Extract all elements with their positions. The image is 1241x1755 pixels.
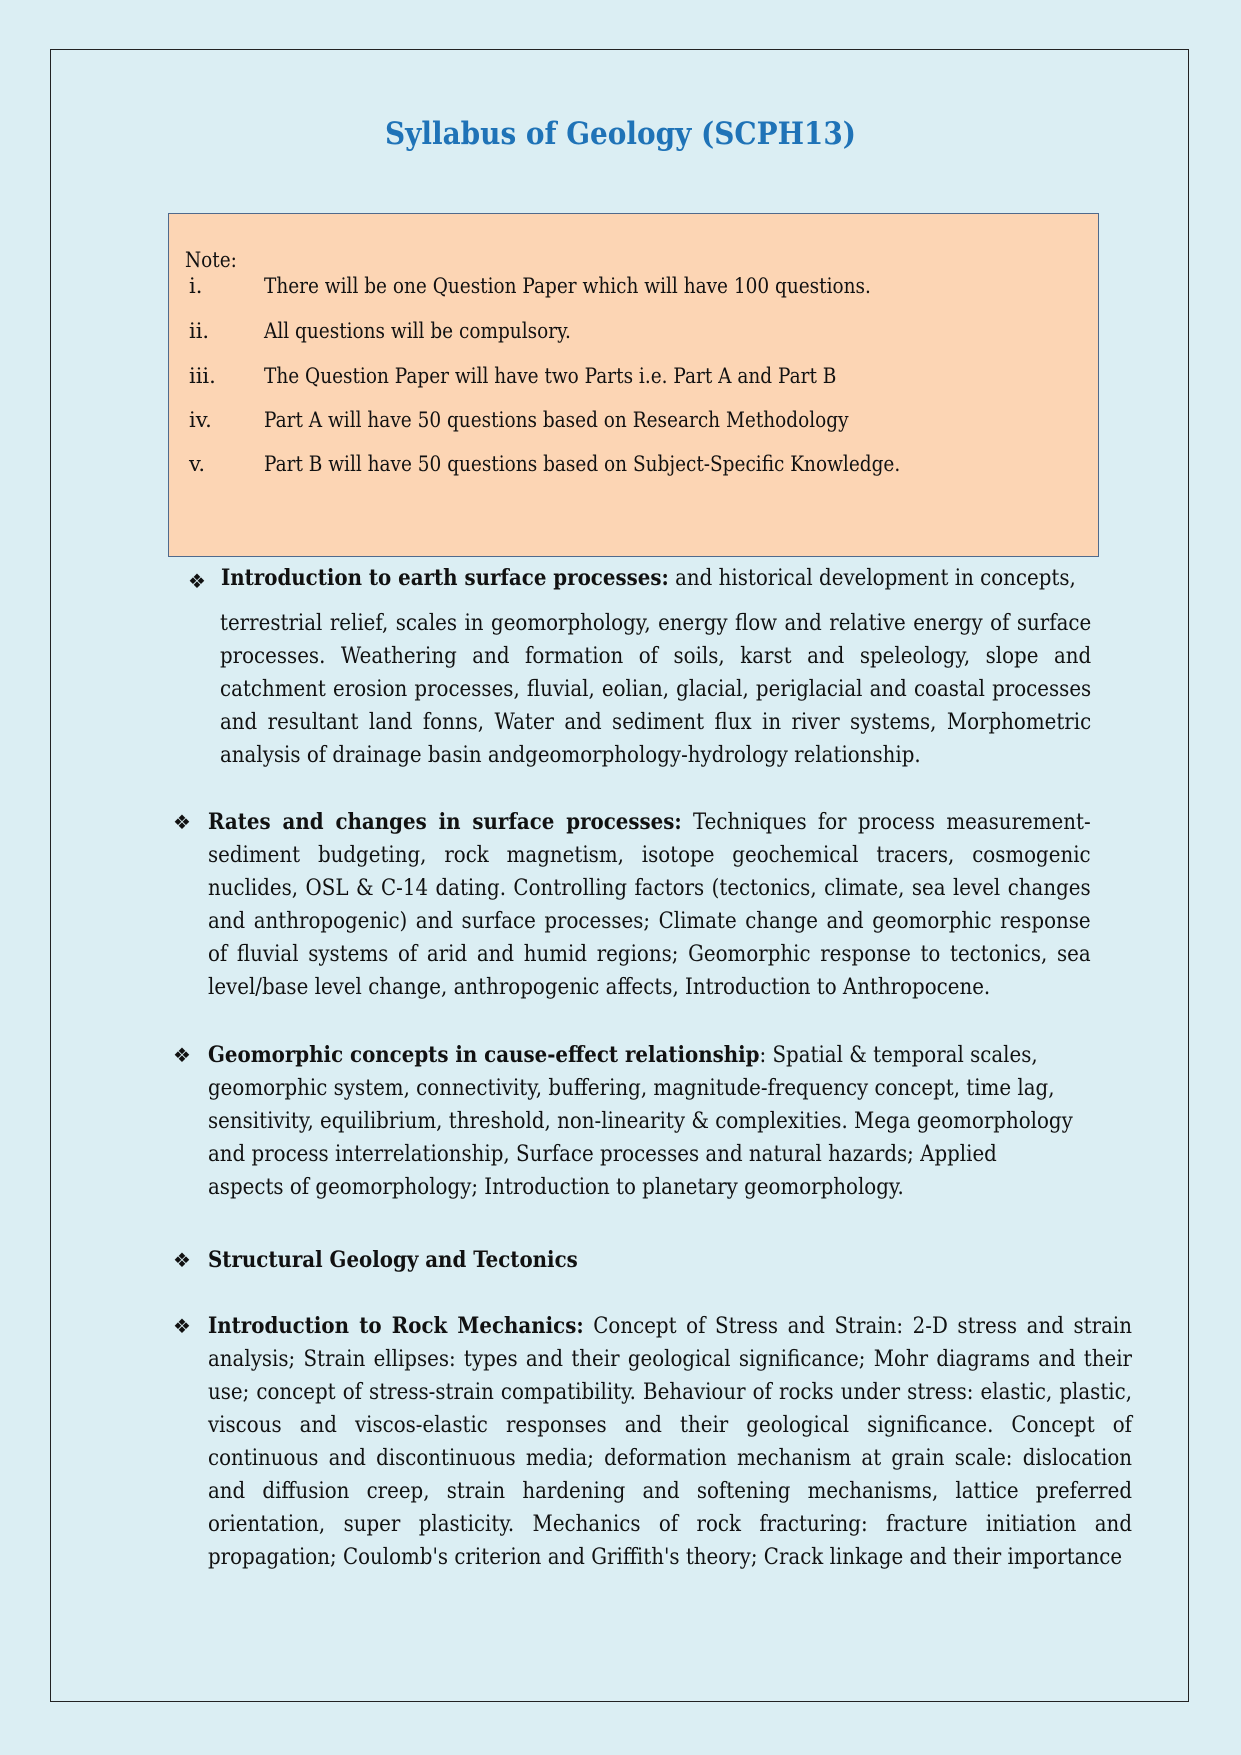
section-heading: Rates and changes in surface processes: xyxy=(208,809,682,835)
section-body xyxy=(220,607,1210,772)
section-first-line xyxy=(221,565,1076,591)
note-text: Part A will have 50 questions based on Research Methodology xyxy=(264,408,849,432)
section-body xyxy=(208,1244,1008,1277)
section-body xyxy=(208,1039,1193,1204)
note-number: iii. xyxy=(189,364,216,388)
note-text: All questions will be compulsory. xyxy=(264,319,571,343)
note-text: There will be one Question Paper which will have 100 questions. xyxy=(264,274,871,298)
section-text xyxy=(208,806,1091,1004)
section-text xyxy=(208,1244,912,1277)
note-label: Note: xyxy=(185,248,237,272)
note-text: The Question Paper will have two Parts i.e. Part A and Part B xyxy=(264,364,837,388)
section-content: Concept of Stress and Strain: 2-D stress and strain analysis; Strain ellipses: types and their geological significance; Mohr diagrams and their use; concept of stress-strain compatibility. Behaviour of rocks under stress: elastic, plastic, viscous and viscos-elastic responses and their geological significance. Concept of continuous and discontinuous media; deformation mechanism at grain scale: dislocation and diffusion creep, strain hardening and softening mechanisms, lattice preferred orientation, super plasticity. Mechanics of rock fracturing: fracture initiation and propagation; Coulomb's criterion and Griffith's theory; Crack linkage and their importance xyxy=(208,1313,1132,1570)
note-number: i. xyxy=(189,274,203,298)
note-number: v. xyxy=(189,452,206,476)
bullet-icon: ❖ xyxy=(173,1043,191,1067)
section-text: terrestrial relief, scales in geomorphology, energy flow and relative energy of surface processes. Weathering and formation of soils, karst and speleology, slope and catchment erosion processes, fluvial, eolian, glacial, periglacial and coastal processes and resultant land fonns, Water and sediment flux in river systems, Morphometric analysis of drainage basin andgeomorphology-hydrology relationship. xyxy=(220,610,1092,768)
section-heading: Introduction to earth surface processes: xyxy=(221,565,669,591)
section-body xyxy=(208,806,1211,1004)
section-text xyxy=(208,1039,1075,1204)
section-content: : Spatial & temporal scales, geomorphic system, connectivity, buffering, magnitude-frequency concept, time lag, sensitivity, equilibrium, threshold, non-linearity & complexities. Mega geomorphology and process interrelationship, Surface processes and natural hazards; Applied aspects of geomorphology; Introduction to planetary geomorphology. xyxy=(208,1042,1073,1200)
section-heading: Geomorphic concepts in cause-effect relationship xyxy=(208,1042,760,1068)
section-text xyxy=(208,1310,1132,1574)
section-body xyxy=(208,1310,1241,1574)
section-heading: Introduction to Rock Mechanics: xyxy=(208,1313,584,1339)
section-text: and historical development in concepts, xyxy=(668,565,1076,591)
bullet-icon: ❖ xyxy=(173,1314,191,1338)
section-content: Techniques for process measurement-sediment budgeting, rock magnetism, isotope geochemical tracers, cosmogenic nuclides, OSL & C-14 dating. Controlling factors (tectonics, climate, sea level changes and anthropogenic) and surface processes; Climate change and geomorphic response of fluvial systems of arid and humid regions; Geomorphic response to tectonics, sea level/base level change, anthropogenic affects, Introduction to Anthropocene. xyxy=(208,809,1091,1000)
note-number: ii. xyxy=(189,319,210,343)
note-number: iv. xyxy=(189,408,212,432)
page-title: Syllabus of Geology (SCPH13) xyxy=(385,116,856,152)
section-heading: Structural Geology and Tectonics xyxy=(208,1247,578,1273)
bullet-icon: ❖ xyxy=(188,569,206,593)
note-text: Part B will have 50 questions based on Subject-Specific Knowledge. xyxy=(264,452,901,476)
bullet-icon: ❖ xyxy=(173,1248,191,1272)
bullet-icon: ❖ xyxy=(173,810,191,834)
